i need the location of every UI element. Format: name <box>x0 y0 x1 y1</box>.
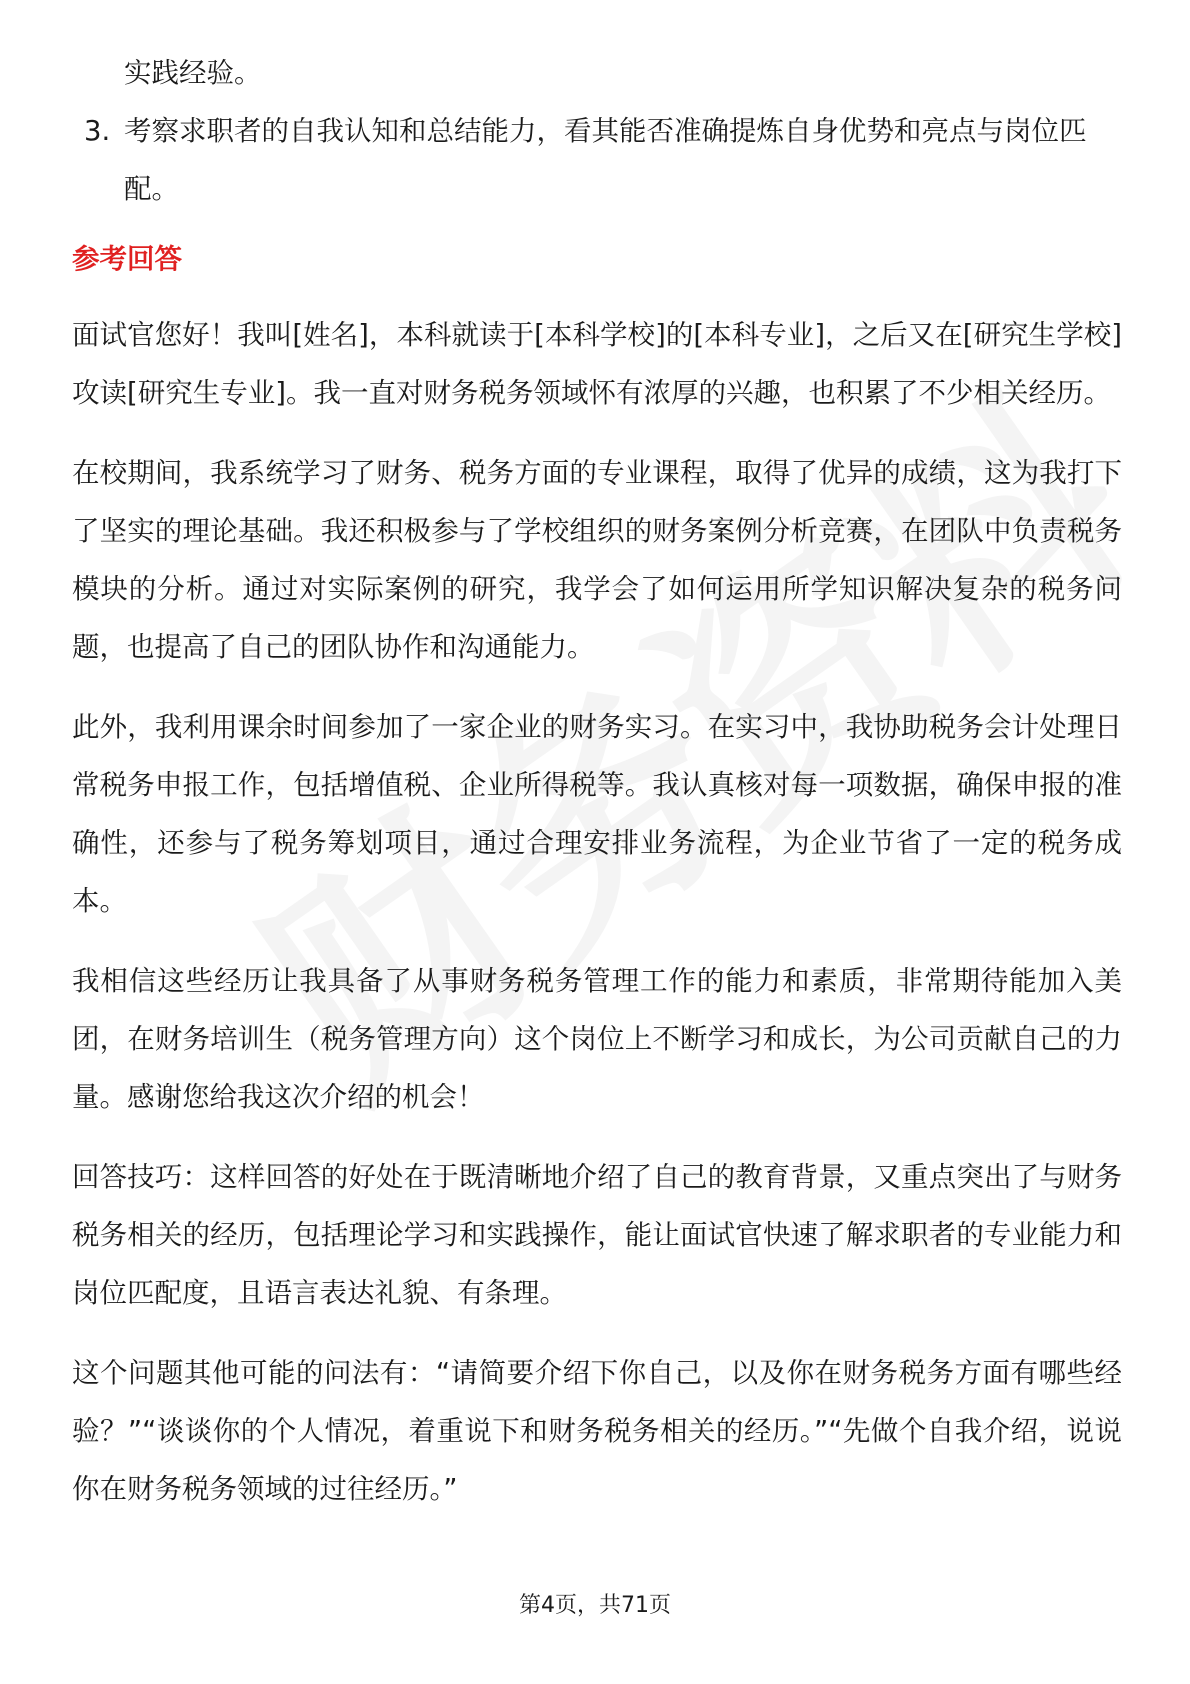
list-item-2-continuation: 实践经验。 <box>124 57 262 89</box>
page-footer: 第4页，共71页 <box>519 1593 671 1618</box>
section-title: 参考回答 <box>72 243 182 275</box>
list-item-number: 3. <box>84 115 111 147</box>
paragraph-closing: 我相信这些经历让我具备了从事财务税务管理工作的能力和素质，非常期待能加入美团，在财务培训生（税务管理方向）这个岗位上不断学习和成长，为公司贡献自己的力量。感谢您给我这次介绍的机会！ <box>72 965 1122 1113</box>
paragraph-tips: 回答技巧：这样回答的好处在于既清晰地介绍了自己的教育背景，又重点突出了与财务税务相关的经历，包括理论学习和实践操作，能让面试官快速了解求职者的专业能力和岗位匹配度，且语言表达礼貌、有条理。 <box>72 1161 1122 1309</box>
paragraph-intro: 面试官您好！我叫[姓名]，本科就读于[本科学校]的[本科专业]，之后又在[研究生学校]攻读[研究生专业]。我一直对财务税务领域怀有浓厚的兴趣，也积累了不少相关经历。 <box>72 319 1122 409</box>
list-item-text: 考察求职者的自我认知和总结能力，看其能否准确提炼自身优势和亮点与岗位匹配。 <box>124 115 1087 205</box>
document-body <box>72 44 1122 1540</box>
paragraph-internship: 此外，我利用课余时间参加了一家企业的财务实习。在实习中，我协助税务会计处理日常税务申报工作，包括增值税、企业所得税等。我认真核对每一项数据，确保申报的准确性，还参与了税务筹划项目，通过合理安排业务流程，为企业节省了一定的税务成本。 <box>72 711 1122 917</box>
list-item-3 <box>72 102 1122 218</box>
paragraph-alternatives: 这个问题其他可能的问法有：“请简要介绍下你自己，以及你在财务税务方面有哪些经验？”“谈谈你的个人情况，着重说下和财务税务相关的经历。”“先做个自我介绍，说说你在财务税务领域的过往经历。” <box>72 1357 1122 1505</box>
paragraph-school: 在校期间，我系统学习了财务、税务方面的专业课程，取得了优异的成绩，这为我打下了坚实的理论基础。我还积极参与了学校组织的财务案例分析竞赛，在团队中负责税务模块的分析。通过对实际案例的研究，我学会了如何运用所学知识解决复杂的税务问题，也提高了自己的团队协作和沟通能力。 <box>72 457 1122 663</box>
